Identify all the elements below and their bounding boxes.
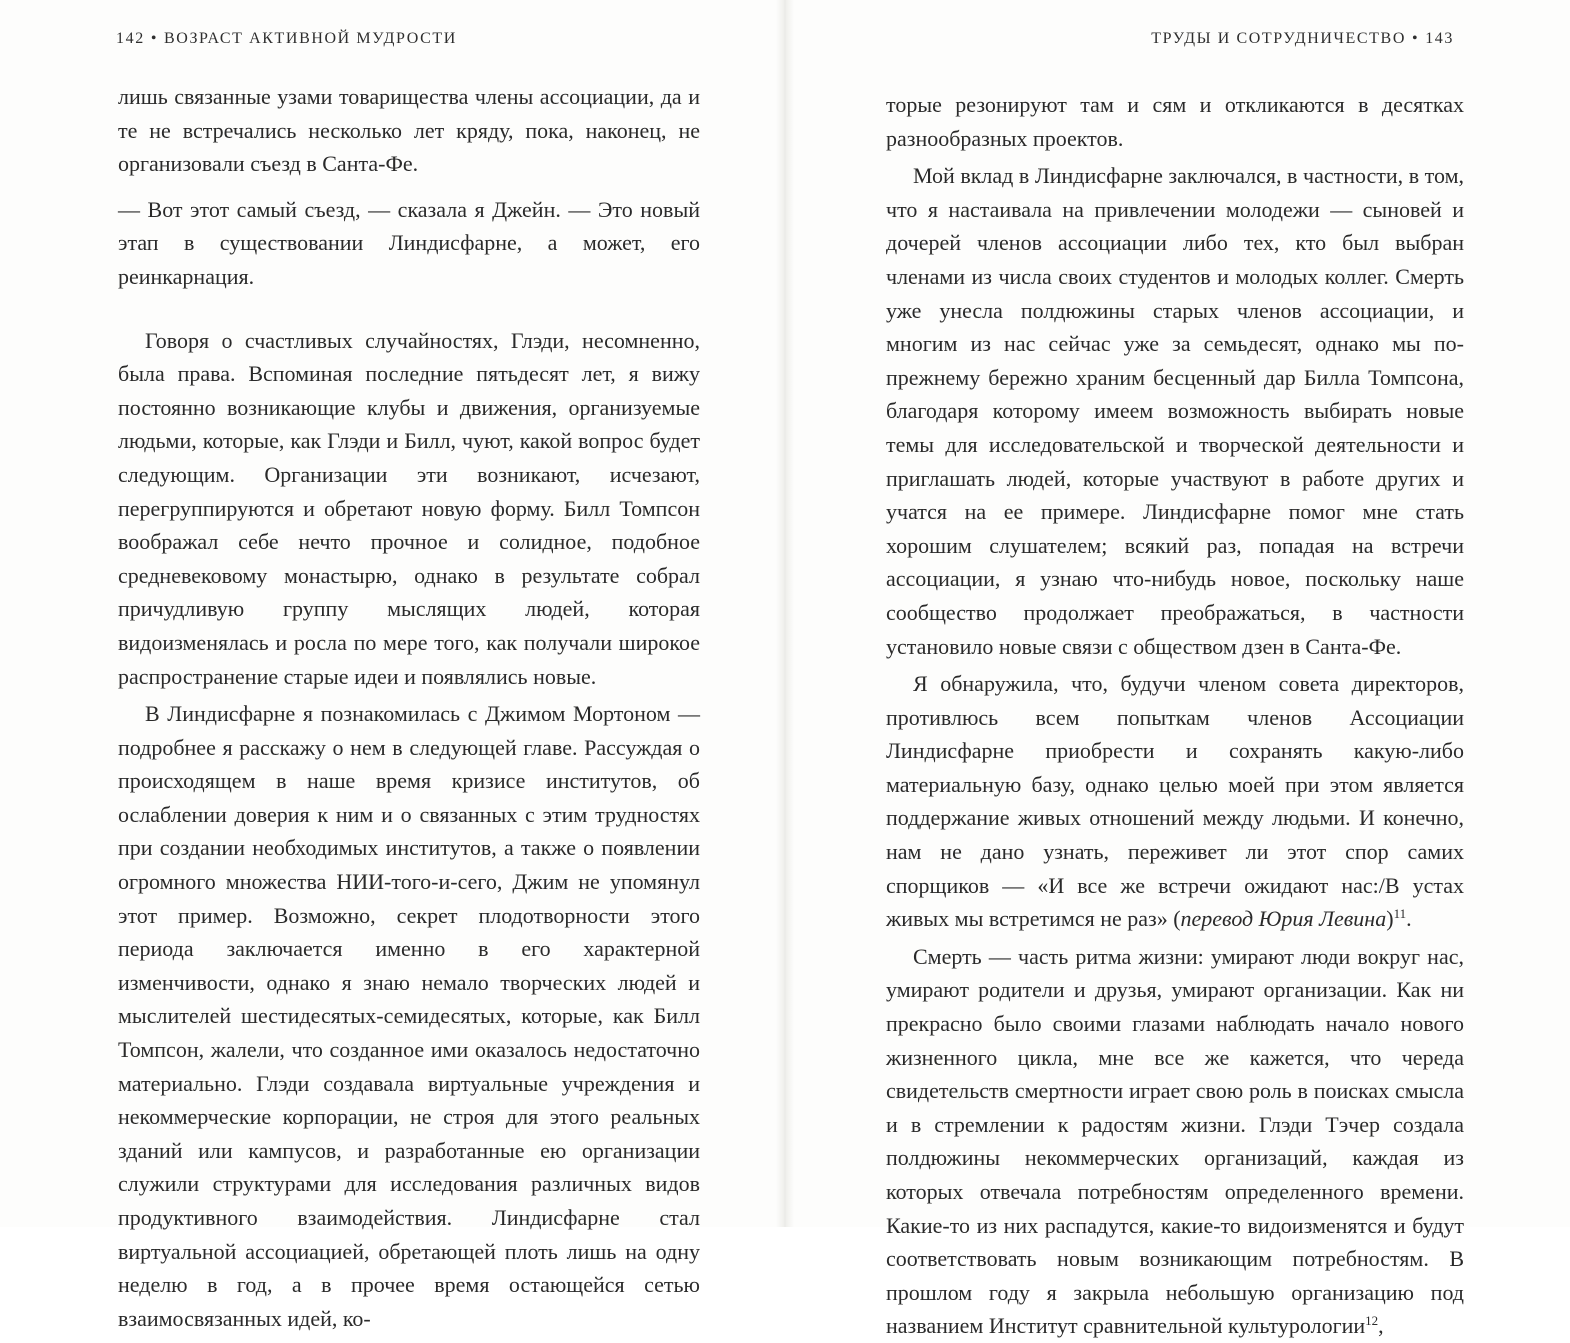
left-head-bullet: • [150,30,159,47]
right-head-bullet: • [1411,30,1420,47]
right-running-title: ТРУДЫ И СОТРУДНИЧЕСТВО [1151,30,1406,47]
left-paragraph-3: Говоря о счастливых случайностях, Глэди, несомненно, была права. Вспоминая последние пятьдесят лет, я вижу постоянно возникающие клубы и движения, организуемые людьми, которые, как Глэди и Билл, чуют, какой вопрос будет следующим. Организации эти возникают, исчезают, перегруппируются и обретают новую форму. Билл Томпсон воображал себе нечто прочное и солидное, подобное средневековому монастырю, однако в результате собрал причудливую группу мыслящих людей, которая видоизменялась и росла по мере того, как получали широкое распространение старые идеи и появлялись новые. [118,327,700,689]
footnote-12[interactable]: 12 [1365,1313,1379,1329]
right-paragraph-2: Мой вклад в Линдисфарне заключался, в частности, в том, что я настаивала на привлечении молодежи — сыновей и дочерей членов ассоциации либо тех, кто был выбран членами из числа своих студентов и молодых коллег. Смерть уже унесла полдюжины старых членов ассоциации, и многим из нас сейчас уже за семьдесят, однако мы по-прежнему бережно храним бесценный дар Билла Томпсона, благодаря которому имеем возможность выбирать новые темы для исследовательской и творческой деятельности и приглашать людей, которые участвуют в работе других и учатся на ее примере. Линдисфарне помог мне стать хорошим слушателем; всякий раз, попадая на встречи ассоциации, я узнаю что-нибудь новое, поскольку наше сообщество продолжает преображаться, в частности установило новые связи с обществом дзен в Санта-Фе. [886,163,1464,659]
left-paragraph-4: В Линдисфарне я познакомилась с Джимом Мортоном — подробнее я расскажу о нем в следующей главе. Рассуждая о происходящем в наше время кризисе институтов, об ослаблении доверия к ним и о связанных с этим трудностях при создании необходимых институтов, а также о появлении огромного множества НИИ-того-и-сего, Джим не упомянул этот пример. Возможно, секрет плодотворности этого периода заключается именно в его характерной изменчивости, однако я знаю немало творческих людей и мыслителей шестидесятых-семидесятых, которые, как Билл Томпсон, жалели, что созданное ими оказалось недостаточно материально. Глэди создавала виртуальные учреждения и некоммерческие корпорации, не строя для этого реальных зданий или кампусов, и разработанные ею организации служили структурами для исследования различных видов продуктивного взаимодействия. Линдисфарне стал виртуальной ассоциацией, обретающей плоть лишь на одну неделю в год, а в прочее время остающейся сетью взаимосвязанных идей, ко- [118,701,700,1331]
translation-credit-close: ) [1386,906,1394,932]
right-paragraph-4-end: , [1378,1313,1384,1339]
right-paragraph-3 [886,667,1464,936]
right-paragraph-3-end: . [1406,906,1412,932]
right-running-head [1151,30,1454,48]
left-page [0,0,780,1331]
footnote-11[interactable]: 11 [1393,906,1407,922]
translation-credit: перевод Юрия Левина [1180,906,1387,932]
right-page-number: 143 [1425,30,1454,47]
left-paragraph-1: лишь связанные узами товарищества члены ассоциации, да и те не встречались несколько лет кряду, пока, наконец, не организовали съезд в Санта-Фе. [118,84,700,177]
left-running-title: ВОЗРАСТ АКТИВНОЙ МУДРОСТИ [164,30,457,47]
left-paragraph-2: — Вот этот самый съезд, — сказала я Джейн. — Это новый этап в существовании Линдисфарне, а может, его реинкарнация. [118,196,700,289]
left-running-head [116,30,457,48]
left-body-text [118,80,700,1335]
right-paragraph-4 [886,940,1464,1343]
right-body-text [886,88,1464,1343]
right-paragraph-4-text: Смерть — часть ритма жизни: умирают люди вокруг нас, умирают родители и друзья, умирают организации. Как ни прекрасно было своими глазами наблюдать начало нового жизненного цикла, мне все же кажется, что череда свидетельств смертности играет свою роль в поисках смысла и в стремлении к радостям жизни. Глэди Тэчер создала полдюжины некоммерческих организаций, каждая из которых отвечала потребностям определенного времени. Какие-то из них распадутся, какие-то видоизменятся и будут соответствовать новым возникающим потребностям. В прошлом году я закрыла небольшую организацию под названием Институт сравнительной культурологии [886,943,1464,1339]
right-paragraph-1: торые резонируют там и сям и откликаются в десятках разнообразных проектов. [886,92,1464,151]
left-page-number: 142 [116,30,145,47]
right-paragraph-3-text: Я обнаружила, что, будучи членом совета директоров, противлюсь всем попыткам членов Ассоциации Линдисфарне приобрести и сохранять какую-либо материальную базу, однако целью моей при этом является поддержание живых отношений между людьми. И конечно, нам не дано узнать, переживет ли этот спор самих спорщиков — «И все же встречи ожидают нас:/В устах живых мы встретимся не раз» ( [886,671,1464,932]
right-page [790,0,1570,1339]
